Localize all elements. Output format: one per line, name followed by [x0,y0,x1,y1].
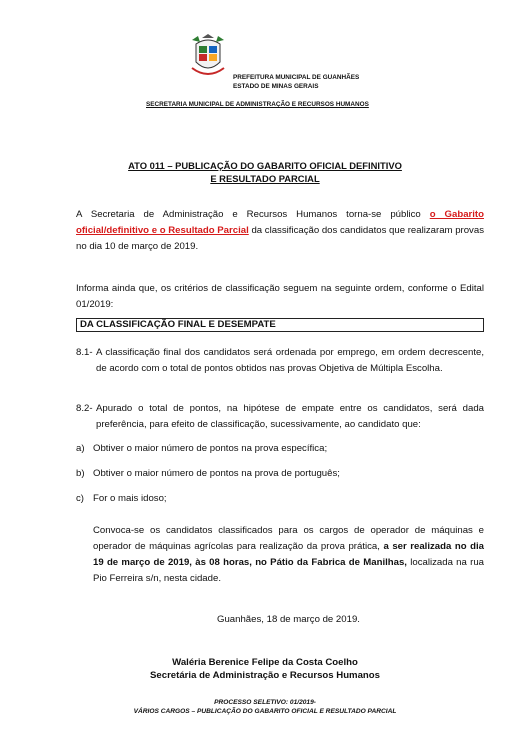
signature-role: Secretária de Administração e Recursos Humanos [150,670,380,681]
criteria-a-letter: a) [76,443,85,454]
paragraph-convocation [93,523,484,587]
criteria-b-text: Obtiver o maior número de pontos na prova de português; [93,468,340,479]
paragraph-criteria-intro: Informa ainda que, os critérios de classificação seguem na seguinte ordem, conforme o Edital 01/2019: [76,283,484,310]
date-line: Guanhães, 18 de março de 2019. [217,614,360,625]
footer-line2: VÁRIOS CARGOS – PUBLICAÇÃO DO GABARITO OFICIAL E RESULTADO PARCIAL [133,708,397,715]
convocation-text-post: localizada na rua Pio Ferreira s/n, nesta cidade. [93,557,484,584]
item-8-2-number: 8.2- [76,403,93,414]
intro-text-post: da classificação dos candidatos que realizaram provas no dia 10 de março de 2019. [76,225,484,252]
intro-highlight: o Gabarito oficial/definitivo e o Resultado Parcial [76,209,484,236]
convocation-text-pre: Convoca-se os candidatos classificados para os cargos de operador de máquinas e operador de máquinas agrícolas para realização da prova prática, [93,525,484,552]
section-heading-box [76,318,484,332]
criteria-c-text: For o mais idoso; [93,493,167,504]
paragraph-intro [76,207,484,255]
item-8-2-text: Apurado o total de pontos, na hipótese de empate entre os candidatos, será dada preferência, para efeito de classificação, sucessivamente, ao candidato que: [96,403,484,430]
header-line-prefeitura: PREFEITURA MUNICIPAL DE GUANHÃES [233,74,360,81]
convocation-bold: a ser realizada no dia 19 de março de 2019, às 08 horas, no Pátio da Fabrica de Manilhas, [93,541,484,568]
item-8-1-text: A classificação final dos candidatos será ordenada por emprego, em ordem decrescente, de acordo com o total de pontos obtidos nas provas Objetiva de Múltipla Escolha. [96,347,484,374]
header-line-estado: ESTADO DE MINAS GERAIS [233,83,319,90]
header-line-secretaria: SECRETARIA MUNICIPAL DE ADMINISTRAÇÃO E RECURSOS HUMANOS [146,101,369,108]
section-heading: DA CLASSIFICAÇÃO FINAL E DESEMPATE [80,319,276,330]
criteria-b-letter: b) [76,468,85,479]
signature-name: Waléria Berenice Felipe da Costa Coelho [172,657,358,668]
municipal-crest-icon [188,34,228,78]
item-8-1-number: 8.1- [76,347,93,358]
footer-line1: PROCESSO SELETIVO: 01/2019- [214,699,316,706]
document-title-line1: ATO 011 – PUBLICAÇÃO DO GABARITO OFICIAL DEFINITIVO [128,160,402,171]
document-title-line2: E RESULTADO PARCIAL [210,173,320,184]
criteria-c-letter: c) [76,493,84,504]
intro-text-pre: A Secretaria de Administração e Recursos Humanos torna-se público [76,209,430,220]
criteria-a-text: Obtiver o maior número de pontos na prova específica; [93,443,328,454]
